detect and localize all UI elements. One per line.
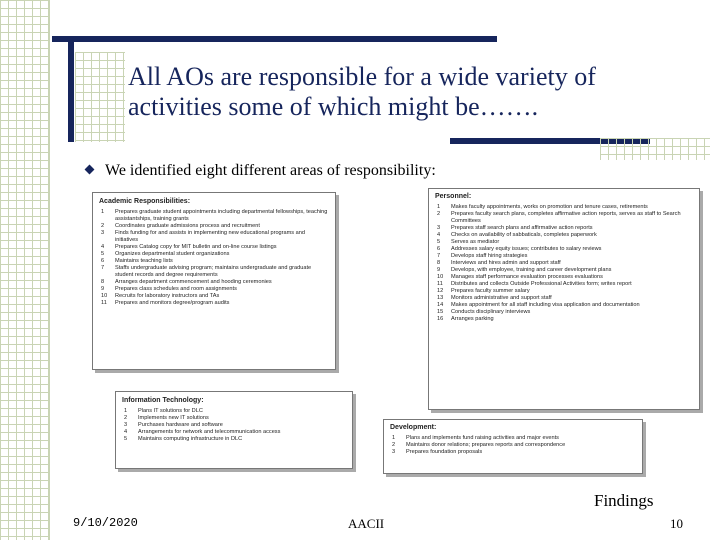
item-number: 3	[101, 230, 105, 236]
bullet-point	[86, 162, 436, 180]
item-text: Prepares graduate student appointments including departmental fellowships, teaching assistantships, training grants	[115, 209, 328, 222]
panel-heading: Personnel:	[435, 193, 472, 200]
item-text: Prepares Catalog copy for MIT bulletin and on-line course listings	[115, 244, 277, 250]
item-number: 5	[437, 239, 441, 245]
list-item	[435, 281, 693, 288]
item-text: Prepares class schedules and room assignments	[115, 286, 237, 292]
list-item	[435, 225, 693, 232]
item-number: 15	[437, 309, 444, 315]
item-number: 8	[437, 260, 441, 266]
item-number: 5	[101, 251, 105, 257]
item-text: Interviews and hires admin and support staff	[451, 260, 561, 266]
item-number: 1	[437, 204, 441, 210]
bullet-text: We identified eight different areas of responsibility:	[105, 162, 436, 179]
item-number: 2	[392, 442, 396, 448]
list-item	[99, 293, 329, 300]
list-item	[122, 408, 346, 415]
list-item	[99, 300, 329, 307]
list-item	[99, 286, 329, 293]
item-number: 12	[437, 288, 444, 294]
item-text: Makes appointment for all staff including visa application and documentation	[451, 302, 640, 308]
list-item	[390, 449, 636, 456]
item-number: 6	[437, 246, 441, 252]
item-number: 9	[101, 286, 105, 292]
findings-label: Findings	[594, 491, 654, 510]
item-text: Maintains teaching lists	[115, 258, 173, 264]
list-item	[435, 253, 693, 260]
footer-center-text: AACII	[348, 516, 385, 531]
list-item	[435, 288, 693, 295]
list-item	[99, 251, 329, 258]
list-item	[390, 442, 636, 449]
item-number: 1	[392, 435, 396, 441]
list-item	[435, 260, 693, 267]
item-number: 1	[124, 408, 128, 414]
title-bar-top	[52, 36, 497, 42]
list-item	[122, 429, 346, 436]
list-item	[99, 265, 329, 279]
list-item	[99, 223, 329, 230]
list-item	[99, 230, 329, 244]
item-text: Maintains donor relations; prepares reports and correspondence	[406, 442, 566, 448]
item-text: Serves as mediator	[451, 239, 500, 245]
grid-pattern-right	[600, 138, 710, 160]
list-item	[435, 302, 693, 309]
item-number: 10	[437, 274, 444, 280]
list-item	[99, 258, 329, 265]
development-panel	[383, 419, 643, 474]
item-text: Monitors administrative and support staff	[451, 295, 552, 301]
item-number: 10	[101, 293, 108, 299]
list-item	[122, 415, 346, 422]
panel-heading: Academic Responsibilities:	[99, 198, 191, 205]
item-number: 3	[124, 422, 128, 428]
item-text: Prepares faculty search plans, completes affirmative action reports, serves as staff to Search Committees	[451, 211, 681, 224]
item-text: Finds funding for and assists in implementing new educational programs and initiatives	[115, 230, 305, 243]
list-item	[390, 435, 636, 442]
item-text: Develops staff hiring strategies	[451, 253, 528, 259]
item-number: 11	[437, 281, 443, 287]
development-list	[390, 435, 636, 456]
item-number: 2	[437, 211, 441, 217]
item-text: Plans and implements fund raising activities and major events	[406, 435, 559, 441]
item-text: Prepares faculty summer salary	[451, 288, 530, 294]
item-number: 5	[124, 436, 128, 442]
list-item	[122, 422, 346, 429]
item-text: Arranges parking	[451, 316, 494, 322]
item-number: 6	[101, 258, 105, 264]
item-text: Manages staff performance evaluation processes evaluations	[451, 274, 603, 280]
infotech-list	[122, 408, 346, 443]
item-text: Arrangements for network and telecommunication access	[138, 429, 281, 435]
item-number: 4	[437, 232, 441, 238]
list-item	[122, 436, 346, 443]
item-text: Recruits for laboratory instructors and TAs	[115, 293, 220, 299]
item-number: 3	[437, 225, 441, 231]
list-item	[435, 267, 693, 274]
item-text: Conducts disciplinary interviews	[451, 309, 531, 315]
list-item	[435, 232, 693, 239]
item-number: 3	[392, 449, 396, 455]
list-item	[435, 239, 693, 246]
academic-list	[99, 209, 329, 307]
item-number: 8	[101, 279, 105, 285]
item-text: Prepares and monitors degree/program audits	[115, 300, 230, 306]
diamond-bullet-icon	[85, 165, 95, 175]
item-number: 7	[101, 265, 105, 271]
item-text: Implements new IT solutions	[138, 415, 209, 421]
page-number: 10	[670, 516, 683, 531]
item-number: 11	[101, 300, 107, 306]
grid-pattern-title	[75, 52, 125, 142]
item-number: 2	[101, 223, 105, 229]
item-number: 7	[437, 253, 441, 259]
information-technology-panel	[115, 391, 353, 469]
slide-title: All AOs are responsible for a wide variety of activities some of which might be…….	[128, 62, 596, 121]
item-number: 9	[437, 267, 441, 273]
list-item	[435, 295, 693, 302]
panel-heading: Development:	[390, 424, 437, 431]
list-item	[99, 244, 329, 251]
item-number: 1	[101, 209, 105, 215]
title-bar-vertical	[68, 36, 74, 142]
list-item	[435, 204, 693, 211]
list-item	[435, 274, 693, 281]
item-text: Distributes and collects Outside Professional Activities form; writes report	[451, 281, 632, 287]
item-text: Prepares foundation proposals	[406, 449, 483, 455]
item-text: Coordinates graduate admissions process and recruitment	[115, 223, 260, 229]
list-item	[99, 209, 329, 223]
item-text: Staffs undergraduate advising program; maintains undergraduate and graduate student records and degree requirements	[115, 265, 312, 278]
personnel-panel	[428, 188, 700, 410]
item-text: Organizes departmental student organizations	[115, 251, 230, 257]
item-number: 2	[124, 415, 128, 421]
item-text: Develops, with employee, training and career development plans	[451, 267, 612, 273]
item-number: 14	[437, 302, 444, 308]
list-item	[435, 316, 693, 323]
item-number: 13	[437, 295, 444, 301]
item-number: 16	[437, 316, 444, 322]
item-text: Makes faculty appointments, works on promotion and tenure cases, retirements	[451, 204, 648, 210]
item-text: Checks on availability of sabbaticals, completes paperwork	[451, 232, 597, 238]
list-item	[435, 246, 693, 253]
grid-pattern-left	[0, 0, 50, 540]
item-text: Addresses salary equity issues; contributes to salary reviews	[451, 246, 602, 252]
item-text: Purchases hardware and software	[138, 422, 223, 428]
item-text: Plans IT solutions for DLC	[138, 408, 203, 414]
item-text: Prepares staff search plans and affirmative action reports	[451, 225, 593, 231]
item-text: Maintains computing infrastructure in DLC	[138, 436, 243, 442]
footer-date: 9/10/2020	[73, 516, 138, 530]
panel-heading: Information Technology:	[122, 397, 204, 404]
personnel-list	[435, 204, 693, 323]
item-number: 4	[124, 429, 128, 435]
list-item	[435, 309, 693, 316]
list-item	[99, 279, 329, 286]
item-text: Arranges department commencement and hooding ceremonies	[115, 279, 272, 285]
academic-responsibilities-panel	[92, 192, 336, 370]
list-item	[435, 211, 693, 225]
item-number: 4	[101, 244, 105, 250]
